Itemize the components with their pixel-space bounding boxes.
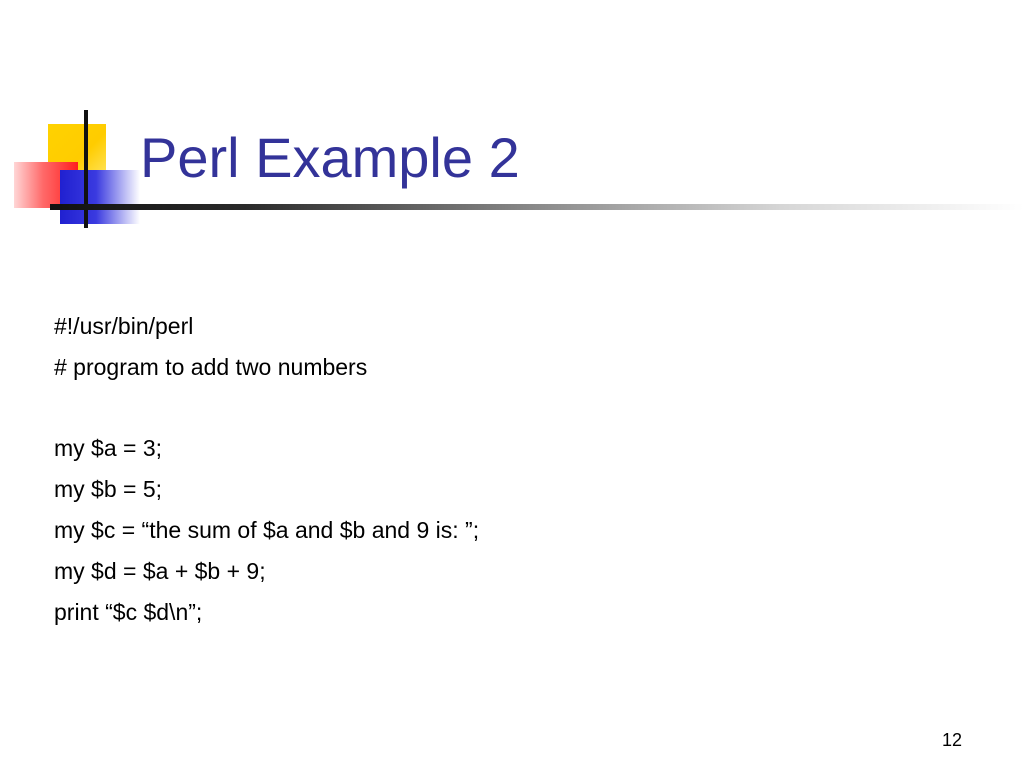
title-underline bbox=[50, 204, 1024, 210]
code-line: my $c = “the sum of $a and $b and 9 is: ”; bbox=[54, 516, 480, 543]
code-line: #!/usr/bin/perl bbox=[54, 313, 194, 339]
code-line bbox=[54, 388, 479, 429]
code-line: my $b = 5; bbox=[54, 476, 163, 503]
page-number: 12 bbox=[941, 730, 962, 750]
vertical-line bbox=[84, 110, 88, 228]
slide-title: Perl Example 2 bbox=[140, 126, 520, 189]
blue-square bbox=[60, 170, 140, 224]
code-line: print “$c $d\n”; bbox=[54, 598, 203, 625]
code-line: my $a = 3; bbox=[54, 435, 163, 462]
code-block bbox=[54, 306, 479, 632]
code-line: my $d = $a + $b + 9; bbox=[54, 557, 266, 584]
code-line: # program to add two numbers bbox=[54, 353, 368, 380]
